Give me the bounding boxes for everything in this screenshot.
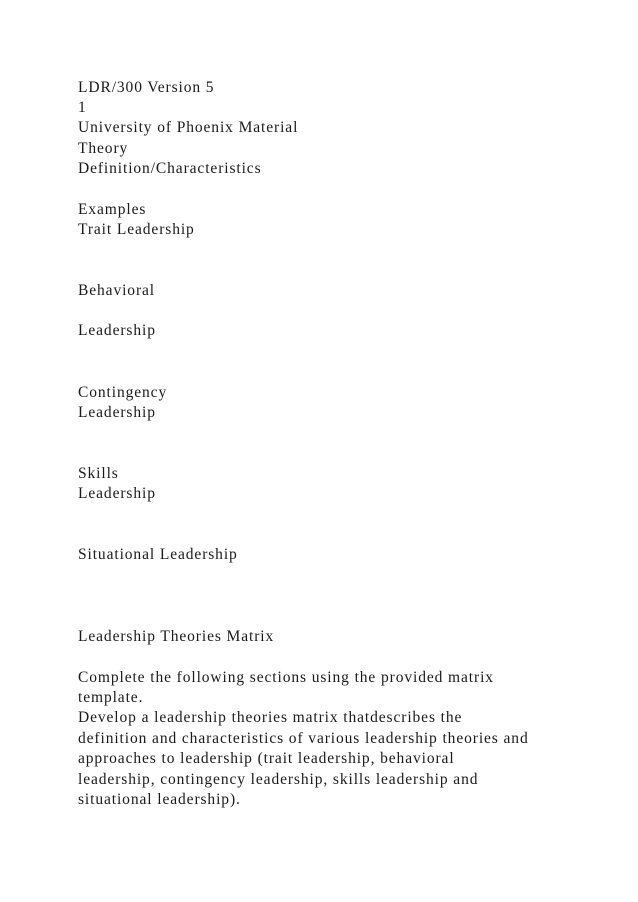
assignment-title: Leadership Theories Matrix [78,628,275,645]
theory-behavioral-line1: Behavioral [78,282,156,299]
column-header-examples: Examples [78,201,147,218]
instruction-line: definition and characteristics of various leadership theories and [78,730,529,747]
theory-situational: Situational Leadership [78,546,238,563]
theory-trait: Trait Leadership [78,221,195,238]
column-header-theory: Theory [78,140,129,157]
instruction-line: Complete the following sections using the provided matrix [78,669,494,686]
instruction-line: leadership, contingency leadership, skills leadership and [78,771,479,788]
instruction-line: template. [78,689,144,706]
course-code: LDR/300 Version 5 [78,79,215,96]
instruction-line: approaches to leadership (trait leadership, behavioral [78,750,455,767]
theory-skills-line2: Leadership [78,485,156,502]
theory-behavioral-line2: Leadership [78,322,156,339]
column-header-definition: Definition/Characteristics [78,160,262,177]
instruction-line: situational leadership). [78,791,241,808]
theory-skills-line1: Skills [78,465,119,482]
theory-contingency-line2: Leadership [78,404,156,421]
theory-contingency-line1: Contingency [78,384,168,401]
source-line: University of Phoenix Material [78,119,299,136]
instruction-line: Develop a leadership theories matrix thatdescribes the [78,709,463,726]
page-number: 1 [78,99,87,116]
